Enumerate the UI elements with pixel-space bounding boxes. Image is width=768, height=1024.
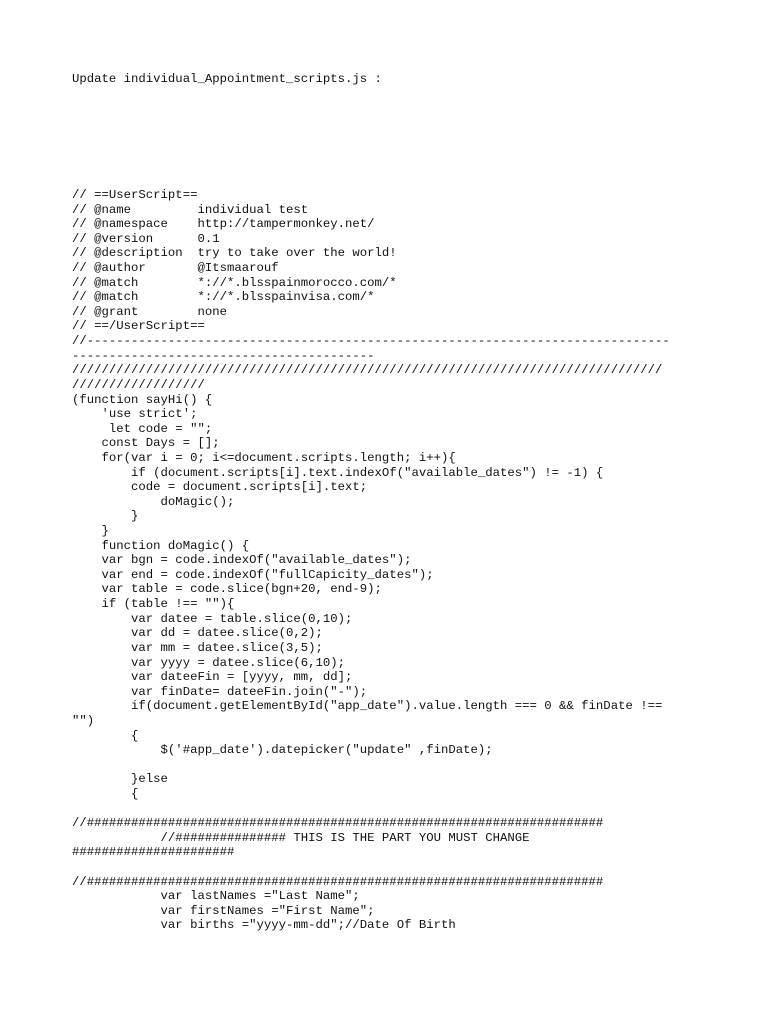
code-line: // @namespace http://tampermonkey.net/ xyxy=(72,217,375,232)
code-line: var datee = table.slice(0,10); xyxy=(72,611,353,626)
code-line xyxy=(72,802,670,817)
code-line: var end = code.indexOf("fullCapicity_dates"); xyxy=(72,567,434,582)
code-line: // @match *://*.blsspainvisa.com/* xyxy=(72,290,375,305)
code-line xyxy=(72,860,670,875)
code-block xyxy=(72,188,670,933)
code-line: "") xyxy=(72,713,95,728)
code-line: var yyyy = datee.slice(6,10); xyxy=(72,655,346,670)
code-line: }else xyxy=(72,772,168,787)
document-heading: Update individual_Appointment_scripts.js : xyxy=(72,72,382,86)
code-line: // @version 0.1 xyxy=(72,231,220,246)
code-line: } xyxy=(72,524,109,539)
code-line: $('#app_date').datepicker("update" ,finDate); xyxy=(72,743,493,758)
code-line: var mm = datee.slice(3,5); xyxy=(72,640,323,655)
code-line: //////////////////////////////////////////////////////////////////////////////// xyxy=(72,363,663,378)
code-line: const Days = []; xyxy=(72,436,220,451)
code-line: // ==/UserScript== xyxy=(72,319,205,334)
code-line: function doMagic() { xyxy=(72,538,250,553)
code-line: { xyxy=(72,728,139,743)
code-line: doMagic(); xyxy=(72,494,235,509)
code-line: ////////////////// xyxy=(72,377,205,392)
code-line: ###################### xyxy=(72,845,235,860)
code-line: (function sayHi() { xyxy=(72,392,213,407)
code-line: for(var i = 0; i<=document.scripts.length; i++){ xyxy=(72,450,456,465)
code-line: var bgn = code.indexOf("available_dates"); xyxy=(72,553,412,568)
code-line: var firstNames ="First Name"; xyxy=(72,903,375,918)
code-line: //############### THIS IS THE PART YOU MUST CHANGE xyxy=(72,830,530,845)
code-line: let code = ""; xyxy=(72,421,213,436)
code-line: if (document.scripts[i].text.indexOf("available_dates") != -1) { xyxy=(72,465,604,480)
code-line: { xyxy=(72,786,139,801)
code-line: // @name individual test xyxy=(72,202,309,217)
code-line: // @author @Itsmaarouf xyxy=(72,261,279,276)
code-line: var table = code.slice(bgn+20, end-9); xyxy=(72,582,382,597)
code-line: // ==UserScript== xyxy=(72,188,198,202)
code-line: //------------------------------------------------------------------------------- xyxy=(72,334,670,349)
code-line: var dd = datee.slice(0,2); xyxy=(72,626,323,641)
code-line: 'use strict'; xyxy=(72,407,198,422)
code-line: // @description try to take over the world! xyxy=(72,246,397,261)
code-line: // @match *://*.blsspainmorocco.com/* xyxy=(72,275,397,290)
code-line: //###################################################################### xyxy=(72,874,604,889)
code-line: var births ="yyyy-mm-dd";//Date Of Birth xyxy=(72,918,456,933)
code-line: if(document.getElementById("app_date").value.length === 0 && finDate !== xyxy=(72,699,663,714)
code-line: // @grant none xyxy=(72,304,227,319)
code-line: if (table !== ""){ xyxy=(72,597,235,612)
code-line: ----------------------------------------- xyxy=(72,348,375,363)
code-line: //###################################################################### xyxy=(72,816,604,831)
code-line: var dateeFin = [yyyy, mm, dd]; xyxy=(72,670,353,685)
code-line xyxy=(72,758,670,773)
code-line: code = document.scripts[i].text; xyxy=(72,480,368,495)
code-line: var finDate= dateeFin.join("-"); xyxy=(72,684,368,699)
code-line: } xyxy=(72,509,139,524)
code-line: var lastNames ="Last Name"; xyxy=(72,889,360,904)
